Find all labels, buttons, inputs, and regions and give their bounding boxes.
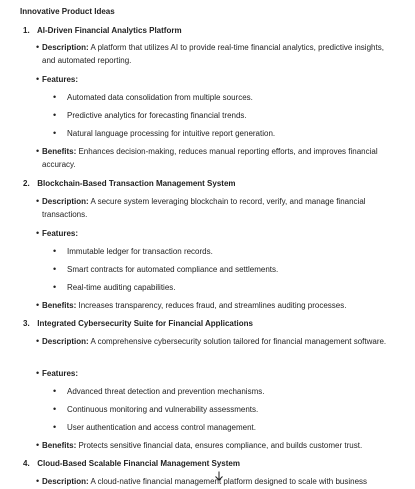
bullet-icon: •	[36, 368, 40, 378]
features-label: Features:	[42, 229, 79, 238]
feature-text: Natural language processing for intuitive report generation.	[67, 129, 276, 138]
bullet-icon: •	[53, 92, 57, 102]
description-label: Description:	[42, 197, 89, 206]
feature-text: Real-time auditing capabilities.	[67, 283, 176, 292]
bullet-icon: •	[36, 196, 40, 206]
section-number: 3.	[23, 319, 30, 328]
feature-item	[53, 281, 387, 294]
features-label: Features:	[42, 369, 79, 378]
feature-text: User authentication and access control management.	[67, 423, 256, 432]
bullet-icon: •	[53, 246, 57, 256]
section-heading-1	[20, 24, 182, 37]
description-label: Description:	[42, 337, 89, 346]
arrow-down-icon[interactable]	[214, 471, 224, 481]
feature-text: Continuous monitoring and vulnerability assessments.	[67, 405, 259, 414]
section-title: AI-Driven Financial Analytics Platform	[36, 26, 182, 35]
benefits-text: Protects sensitive financial data, ensures compliance, and builds customer trust.	[78, 441, 363, 450]
feature-item	[53, 263, 387, 276]
section-heading-4	[20, 457, 240, 470]
benefits-text: Enhances decision-making, reduces manual reporting efforts, and improves financial accuracy.	[42, 147, 378, 169]
feature-text: Immutable ledger for transaction records.	[67, 247, 213, 256]
benefits-text: Increases transparency, reduces fraud, and streamlines auditing processes.	[78, 301, 347, 310]
features-item	[36, 367, 387, 380]
section-number: 1.	[23, 26, 30, 35]
bullet-icon: •	[36, 440, 40, 450]
feature-item	[53, 421, 387, 434]
feature-item	[53, 91, 387, 104]
bullet-icon: •	[36, 42, 40, 52]
description-text: A secure system leveraging blockchain to record, verify, and manage financial transactions.	[42, 197, 366, 219]
bullet-icon: •	[36, 74, 40, 84]
description-item	[36, 195, 387, 221]
feature-item	[53, 127, 387, 140]
description-item	[36, 335, 387, 348]
bullet-icon: •	[36, 336, 40, 346]
benefits-item	[36, 299, 387, 312]
feature-item	[53, 245, 387, 258]
bullet-icon: •	[53, 264, 57, 274]
benefits-label: Benefits:	[42, 441, 77, 450]
description-label: Description:	[42, 43, 89, 52]
feature-text: Smart contracts for automated compliance and settlements.	[67, 265, 279, 274]
section-heading-3	[20, 317, 253, 330]
description-text: A comprehensive cybersecurity solution tailored for financial management software.	[90, 337, 387, 346]
description-label: Description:	[42, 477, 89, 486]
page-title: Innovative Product Ideas	[20, 7, 115, 16]
bullet-icon: •	[36, 146, 40, 156]
bullet-icon: •	[36, 476, 40, 486]
feature-text: Predictive analytics for forecasting financial trends.	[67, 111, 247, 120]
section-number: 2.	[23, 179, 30, 188]
bullet-icon: •	[53, 282, 57, 292]
section-number: 4.	[23, 459, 30, 468]
features-label: Features:	[42, 75, 79, 84]
feature-item	[53, 403, 387, 416]
bullet-icon: •	[53, 404, 57, 414]
bullet-icon: •	[53, 110, 57, 120]
features-item	[36, 227, 387, 240]
description-text: A cloud-native financial management platform designed to scale with business	[90, 477, 368, 486]
bullet-icon: •	[36, 300, 40, 310]
feature-text: Automated data consolidation from multiple sources.	[67, 93, 253, 102]
section-title: Blockchain-Based Transaction Management System	[37, 179, 236, 188]
bullet-icon: •	[53, 128, 57, 138]
bullet-icon: •	[53, 422, 57, 432]
feature-text: Advanced threat detection and prevention mechanisms.	[67, 387, 265, 396]
bullet-icon: •	[36, 228, 40, 238]
section-heading-2	[20, 177, 236, 190]
description-text: A platform that utilizes AI to provide real-time financial analytics, predictive insights, and automated reporting.	[42, 43, 384, 65]
benefits-label: Benefits:	[42, 147, 77, 156]
section-title: Integrated Cybersecurity Suite for Financial Applications	[37, 319, 253, 328]
features-item	[36, 73, 387, 86]
benefits-label: Benefits:	[42, 301, 77, 310]
bullet-icon: •	[53, 386, 57, 396]
section-title: Cloud-Based Scalable Financial Management System	[37, 459, 240, 468]
benefits-item	[36, 145, 387, 171]
benefits-item	[36, 439, 387, 452]
feature-item	[53, 385, 387, 398]
description-item	[36, 41, 387, 67]
feature-item	[53, 109, 387, 122]
